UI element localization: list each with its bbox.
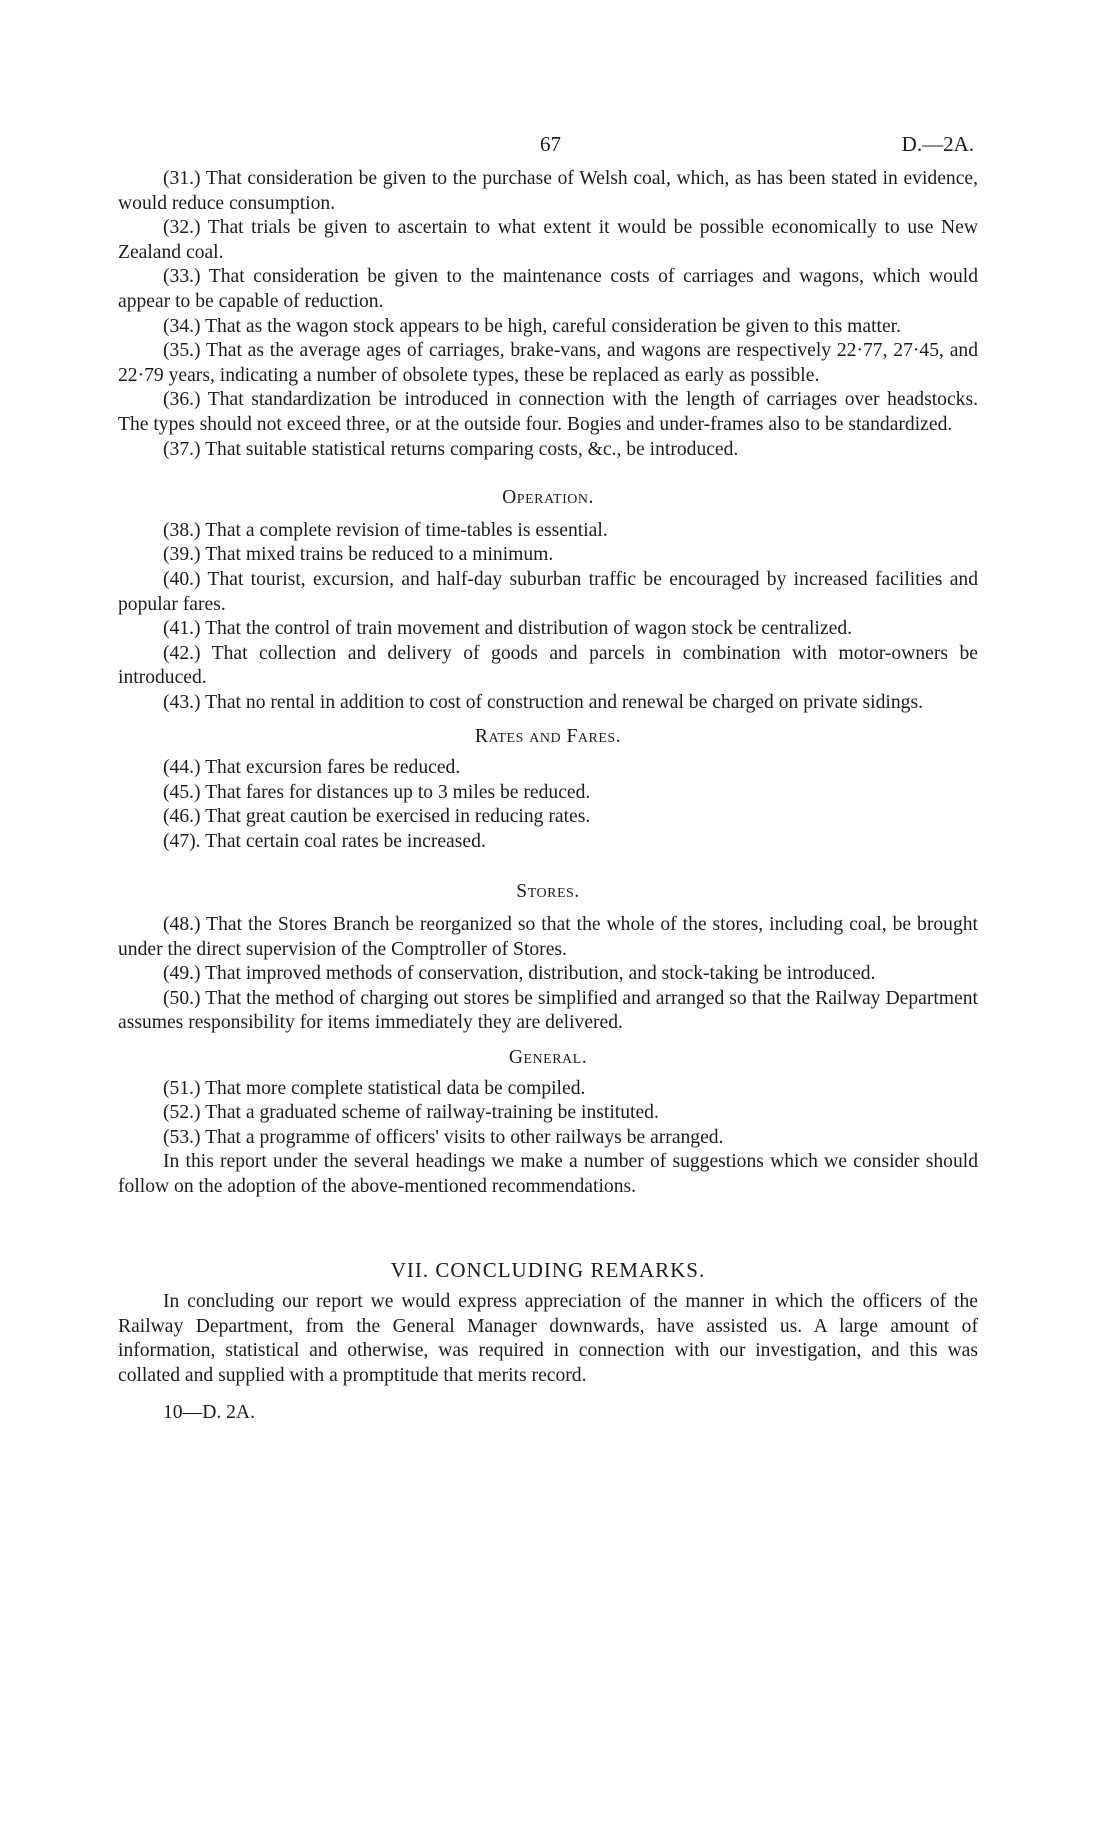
section-heading-rates-and-fares: Rates and Fares. [474, 726, 622, 748]
section-heading-operation: Operation. [502, 487, 594, 509]
recommendation-49: (49.) That improved methods of conservation, distribution, and stock-taking be introduced. [163, 963, 876, 985]
recommendation-41: (41.) That the control of train movement and distribution of wagon stock be centralized. [163, 618, 853, 640]
document-body [118, 167, 978, 1425]
recommendation-37: (37.) That suitable statistical returns comparing costs, &c., be introduced. [163, 438, 739, 460]
recommendation-31: (31.) That consideration be given to the purchase of Welsh coal, which, as has been stated in evidence, would reduce consumption. [118, 168, 978, 214]
recommendation-51: (51.) That more complete statistical data be compiled. [163, 1077, 586, 1099]
recommendation-45: (45.) That fares for distances up to 3 miles be reduced. [163, 781, 591, 803]
recommendation-50: (50.) That the method of charging out stores be simplified and arranged so that the Railway Department assumes responsibility for items immediately they are delivered. [118, 987, 978, 1034]
recommendation-42: (42.) That collection and delivery of goods and parcels in combination with motor-owners be introduced. [118, 642, 978, 689]
summary-paragraph: In this report under the several headings we make a number of suggestions which we consider should follow on the adoption of the above-mentioned recommendations. [118, 1151, 978, 1197]
recommendation-38: (38.) That a complete revision of time-tables is essential. [163, 519, 608, 541]
recommendation-52: (52.) That a graduated scheme of railway-training be instituted. [163, 1102, 659, 1124]
recommendation-33: (33.) That consideration be given to the maintenance costs of carriages and wagons, which would appear to be capable of reduction. [118, 266, 978, 312]
concluding-remarks-title: VII. CONCLUDING REMARKS. [390, 1257, 706, 1282]
recommendation-48: (48.) That the Stores Branch be reorganized so that the whole of the stores, including coal, be brought under the direct supervision of the Comptroller of Stores. [118, 914, 978, 960]
recommendation-36: (36.) That standardization be introduced in connection with the length of carriages over headstocks. The types should not exceed three, or at the outside four. Bogies and under-frames also to be standardized. [118, 389, 978, 435]
section-heading-general: General. [508, 1047, 588, 1068]
document-reference: D.—2A. [901, 132, 974, 156]
page-header [0, 132, 1114, 162]
section-heading-stores: Stores. [516, 881, 580, 903]
footer-signature: 10—D. 2A. [163, 1401, 255, 1423]
recommendation-43: (43.) That no rental in addition to cost of construction and renewal be charged on private sidings. [163, 691, 923, 713]
recommendation-39: (39.) That mixed trains be reduced to a minimum. [163, 544, 554, 566]
concluding-paragraph: In concluding our report we would express appreciation of the manner in which the officers of the Railway Department, from the General Manager downwards, have assisted us. A large amount of information, statistical and otherwise, was required in connection with our investigation, and this was collated and supplied with a promptitude that merits record. [118, 1291, 978, 1386]
page-number: 67 [540, 132, 561, 156]
recommendation-34: (34.) That as the wagon stock appears to be high, careful consideration be given to this matter. [163, 315, 901, 337]
recommendation-44: (44.) That excursion fares be reduced. [163, 757, 461, 779]
recommendation-40: (40.) That tourist, excursion, and half-day suburban traffic be encouraged by increased facilities and popular fares. [118, 568, 978, 615]
recommendation-35: (35.) That as the average ages of carriages, brake-vans, and wagons are respectively 22·77, 27·45, and 22·79 years, indicating a number of obsolete types, these be replaced as early as possible. [118, 340, 978, 386]
recommendation-32: (32.) That trials be given to ascertain to what extent it would be possible economically to use New Zealand coal. [118, 217, 978, 263]
recommendation-53: (53.) That a programme of officers' visits to other railways be arranged. [163, 1126, 724, 1148]
recommendation-46: (46.) That great caution be exercised in reducing rates. [163, 806, 591, 828]
recommendation-47: (47). That certain coal rates be increased. [163, 830, 486, 852]
